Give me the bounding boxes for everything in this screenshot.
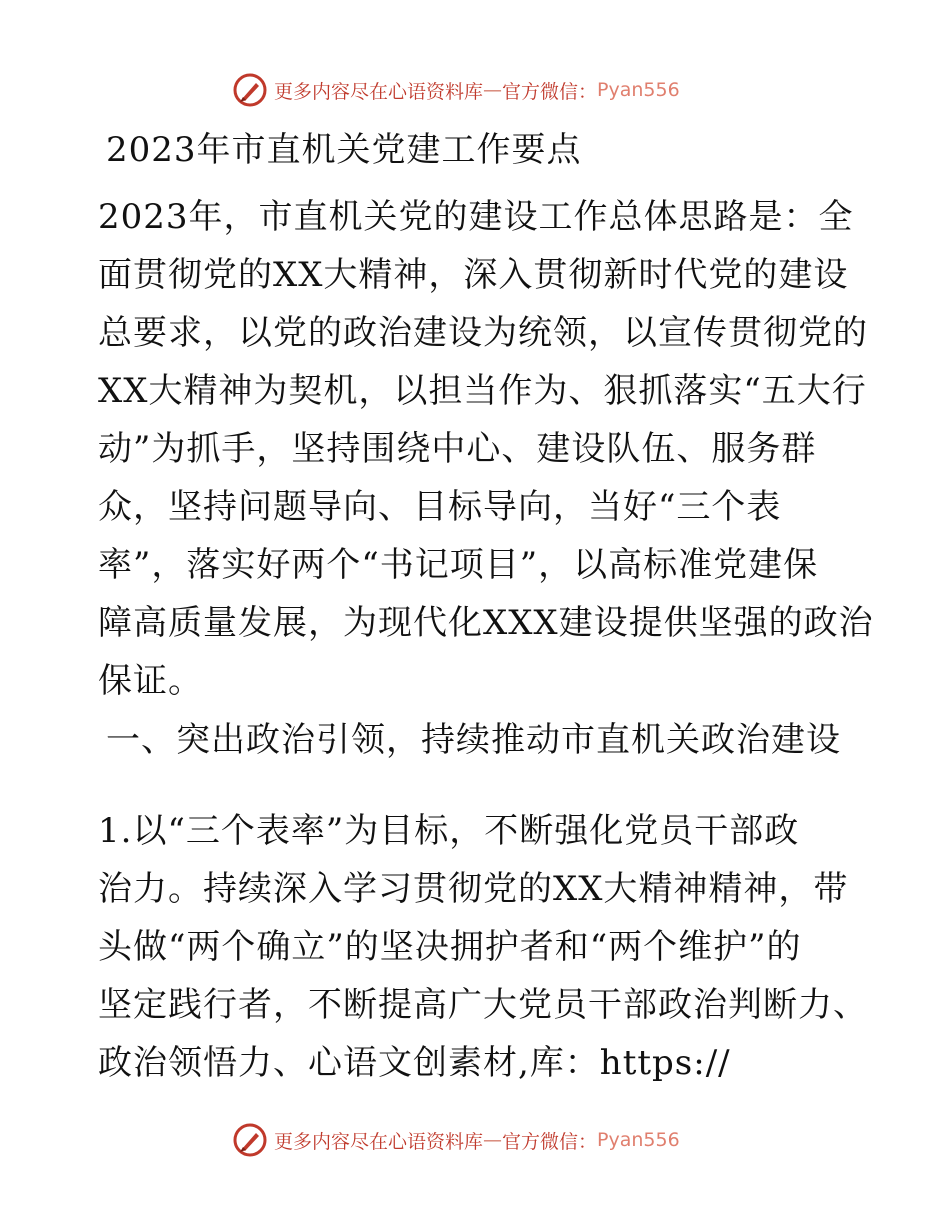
intro-line: 面贯彻党的XX大精神，深入贯彻新时代党的建设 (98, 255, 849, 295)
item-line: 1.以“三个表率”为目标，不断强化党员干部政 (98, 811, 800, 851)
banner-label: 官方微信： (502, 80, 598, 103)
intro-line: 动”为抓手，坚持围绕中心、建设队伍、服务群 (98, 429, 817, 469)
banner-dash: — (483, 79, 503, 101)
banner-wechat-id: Pyan556 (597, 79, 680, 101)
banner-dash: — (483, 1129, 503, 1151)
item-paragraph (98, 802, 868, 1092)
intro-line: 率”，落实好两个“书记项目”，以高标准党建保 (98, 545, 819, 585)
footer-watermark (232, 1120, 680, 1160)
intro-line: 2023年，市直机关党的建设工作总体思路是：全 (98, 197, 854, 237)
intro-line: XX大精神为契机，以担当作为、狠抓落实“五大行 (98, 371, 867, 411)
intro-paragraph (98, 188, 874, 710)
banner-text: 更多内容尽在心语资料库 (274, 80, 484, 103)
header-watermark (232, 70, 680, 110)
intro-line: 保证。 (98, 661, 203, 701)
section-heading: 一、突出政治引领，持续推动市直机关政治建设 (106, 720, 841, 760)
banner-label: 官方微信： (502, 1130, 598, 1153)
pen-logo-icon (232, 1122, 268, 1158)
document-title: 2023年市直机关党建工作要点 (106, 130, 582, 170)
banner-text: 更多内容尽在心语资料库 (274, 1130, 484, 1153)
pen-logo-icon (232, 72, 268, 108)
item-line: 政治领悟力、心语文创素材,库：https:// (98, 1043, 731, 1083)
item-line: 坚定践行者，不断提高广大党员干部政治判断力、 (98, 985, 868, 1025)
intro-line: 总要求，以党的政治建设为统领，以宣传贯彻党的 (98, 313, 868, 353)
intro-line: 众，坚持问题导向、目标导向，当好“三个表 (98, 487, 782, 527)
intro-line: 障高质量发展，为现代化XXX建设提供坚强的政治 (98, 603, 874, 643)
banner-wechat-id: Pyan556 (597, 1129, 680, 1151)
item-line: 治力。持续深入学习贯彻党的XX大精神精神，带 (98, 869, 849, 909)
item-line: 头做“两个确立”的坚决拥护者和“两个维护”的 (98, 927, 802, 967)
